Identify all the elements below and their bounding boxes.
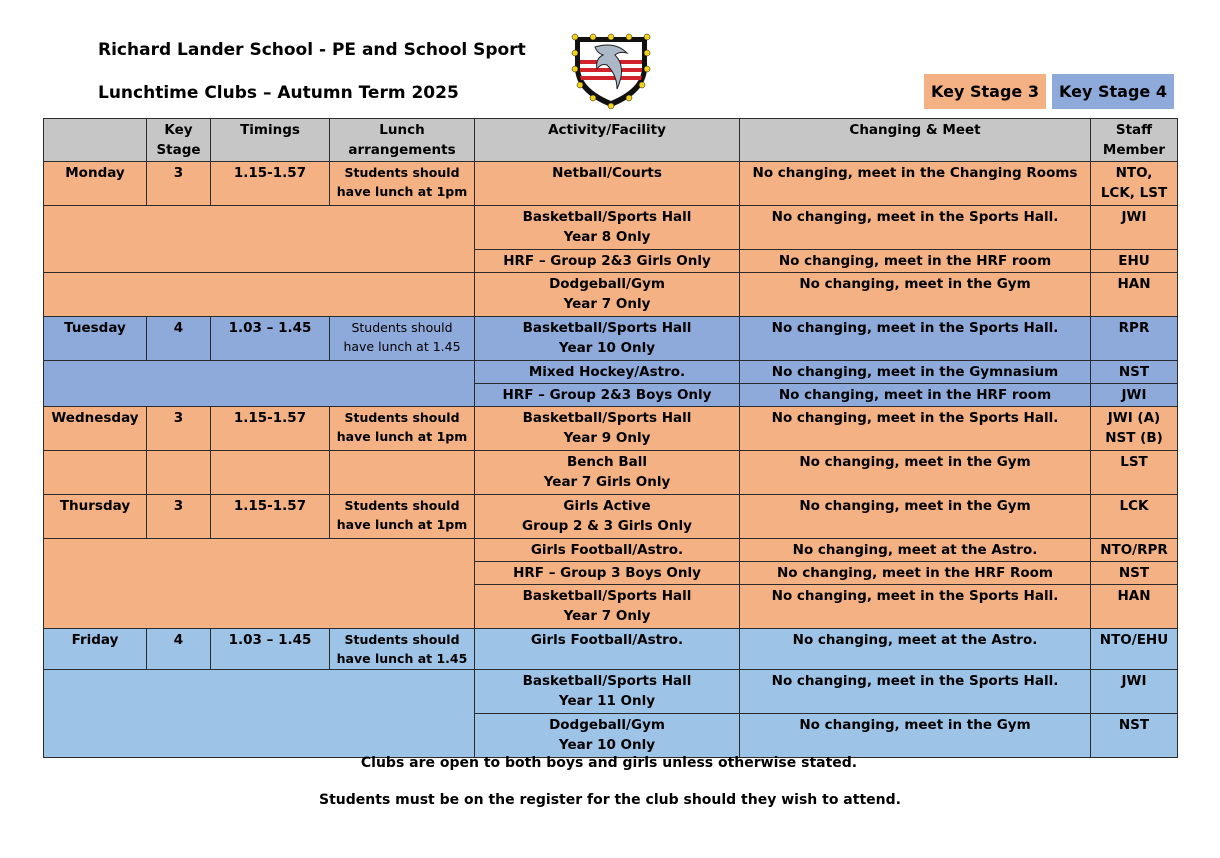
table-row: [44, 273, 1178, 317]
empty-cell: [44, 539, 475, 629]
day-cell: Wednesday: [44, 407, 147, 451]
header-staff: Staff Member: [1091, 119, 1178, 162]
staff-cell: EHU: [1091, 250, 1178, 273]
changing-cell: No changing, meet in the Gym: [740, 714, 1091, 758]
changing-cell: No changing, meet in the Sports Hall.: [740, 206, 1091, 250]
lunch-cell: Students should have lunch at 1.45: [330, 629, 475, 670]
changing-cell: No changing, meet in the Gymnasium: [740, 361, 1091, 384]
changing-cell: No changing, meet in the Sports Hall.: [740, 585, 1091, 629]
changing-cell: No changing, meet at the Astro.: [740, 629, 1091, 670]
activity-cell: HRF – Group 2&3 Boys Only: [475, 384, 740, 407]
staff-cell: NST: [1091, 562, 1178, 585]
header-activity: Activity/Facility: [475, 119, 740, 162]
timings-cell: 1.15-1.57: [211, 162, 330, 206]
table-row: [44, 451, 1178, 495]
changing-cell: No changing, meet in the HRF room: [740, 384, 1091, 407]
timings-cell: 1.15-1.57: [211, 495, 330, 539]
staff-cell: NST: [1091, 714, 1178, 758]
key-stage-3-legend: Key Stage 3: [924, 74, 1046, 109]
activity-cell: Basketball/Sports Hall Year 8 Only: [475, 206, 740, 250]
empty-cell: [44, 451, 147, 495]
changing-cell: No changing, meet in the HRF room: [740, 250, 1091, 273]
key-stage-cell: 4: [147, 317, 211, 361]
key-stage-cell: 3: [147, 162, 211, 206]
table-row: [44, 495, 1178, 539]
staff-cell: JWI (A) NST (B): [1091, 407, 1178, 451]
staff-cell: HAN: [1091, 585, 1178, 629]
footer-note-open-clubs: Clubs are open to both boys and girls unless otherwise stated.: [360, 755, 858, 771]
lunch-cell: Students should have lunch at 1pm: [330, 495, 475, 539]
activity-cell: Basketball/Sports Hall Year 11 Only: [475, 670, 740, 714]
header-day: [44, 119, 147, 162]
changing-cell: No changing, meet in the Gym: [740, 273, 1091, 317]
staff-cell: NST: [1091, 361, 1178, 384]
table-row: [44, 539, 1178, 562]
table-row: [44, 317, 1178, 361]
page-title: Richard Lander School - PE and School Sport: [98, 40, 526, 60]
lunch-cell: Students should have lunch at 1.45: [330, 317, 475, 361]
changing-cell: No changing, meet in the Sports Hall.: [740, 407, 1091, 451]
header-timings: Timings: [211, 119, 330, 162]
empty-cell: [44, 273, 475, 317]
changing-cell: No changing, meet at the Astro.: [740, 539, 1091, 562]
day-cell: Thursday: [44, 495, 147, 539]
changing-cell: No changing, meet in the Sports Hall.: [740, 317, 1091, 361]
activity-cell: Bench Ball Year 7 Girls Only: [475, 451, 740, 495]
changing-cell: No changing, meet in the HRF Room: [740, 562, 1091, 585]
staff-cell: NTO/EHU: [1091, 629, 1178, 670]
day-cell: Friday: [44, 629, 147, 670]
timings-cell: 1.03 – 1.45: [211, 629, 330, 670]
table-header-row: [44, 119, 1178, 162]
header-key-stage: Key Stage: [147, 119, 211, 162]
empty-cell: [211, 451, 330, 495]
header-lunch: Lunch arrangements: [330, 119, 475, 162]
changing-cell: No changing, meet in the Changing Rooms: [740, 162, 1091, 206]
empty-cell: [330, 451, 475, 495]
activity-cell: Mixed Hockey/Astro.: [475, 361, 740, 384]
footer-note-register: Students must be on the register for the club should they wish to attend.: [319, 792, 901, 808]
staff-cell: JWI: [1091, 384, 1178, 407]
activity-cell: Dodgeball/Gym Year 7 Only: [475, 273, 740, 317]
empty-cell: [44, 206, 475, 273]
staff-cell: HAN: [1091, 273, 1178, 317]
activity-cell: Basketball/Sports Hall Year 9 Only: [475, 407, 740, 451]
table-row: [44, 407, 1178, 451]
table-row: [44, 670, 1178, 714]
staff-cell: LST: [1091, 451, 1178, 495]
activity-cell: Netball/Courts: [475, 162, 740, 206]
activity-cell: Girls Active Group 2 & 3 Girls Only: [475, 495, 740, 539]
key-stage-cell: 4: [147, 629, 211, 670]
key-stage-cell: 3: [147, 407, 211, 451]
day-cell: Tuesday: [44, 317, 147, 361]
staff-cell: LCK: [1091, 495, 1178, 539]
changing-cell: No changing, meet in the Gym: [740, 451, 1091, 495]
key-stage-4-legend: Key Stage 4: [1052, 74, 1174, 109]
staff-cell: RPR: [1091, 317, 1178, 361]
page-subtitle: Lunchtime Clubs – Autumn Term 2025: [98, 83, 459, 103]
activity-cell: Girls Football/Astro.: [475, 629, 740, 670]
activity-cell: Basketball/Sports Hall Year 10 Only: [475, 317, 740, 361]
activity-cell: HRF – Group 2&3 Girls Only: [475, 250, 740, 273]
activity-cell: Girls Football/Astro.: [475, 539, 740, 562]
changing-cell: No changing, meet in the Sports Hall.: [740, 670, 1091, 714]
empty-cell: [147, 451, 211, 495]
header-changing: Changing & Meet: [740, 119, 1091, 162]
empty-cell: [44, 670, 475, 758]
staff-cell: NTO, LCK, LST: [1091, 162, 1178, 206]
activity-cell: Basketball/Sports Hall Year 7 Only: [475, 585, 740, 629]
clubs-timetable: [43, 118, 1178, 758]
changing-cell: No changing, meet in the Gym: [740, 495, 1091, 539]
empty-cell: [44, 361, 475, 407]
activity-cell: HRF – Group 3 Boys Only: [475, 562, 740, 585]
lunch-cell: Students should have lunch at 1pm: [330, 162, 475, 206]
lunch-cell: Students should have lunch at 1pm: [330, 407, 475, 451]
activity-cell: Dodgeball/Gym Year 10 Only: [475, 714, 740, 758]
table-row: [44, 361, 1178, 384]
staff-cell: NTO/RPR: [1091, 539, 1178, 562]
day-cell: Monday: [44, 162, 147, 206]
table-row: [44, 162, 1178, 206]
staff-cell: JWI: [1091, 670, 1178, 714]
timings-cell: 1.03 – 1.45: [211, 317, 330, 361]
staff-cell: JWI: [1091, 206, 1178, 250]
timings-cell: 1.15-1.57: [211, 407, 330, 451]
table-row: [44, 206, 1178, 250]
table-row: [44, 629, 1178, 670]
key-stage-cell: 3: [147, 495, 211, 539]
school-crest-logo: [571, 33, 651, 109]
